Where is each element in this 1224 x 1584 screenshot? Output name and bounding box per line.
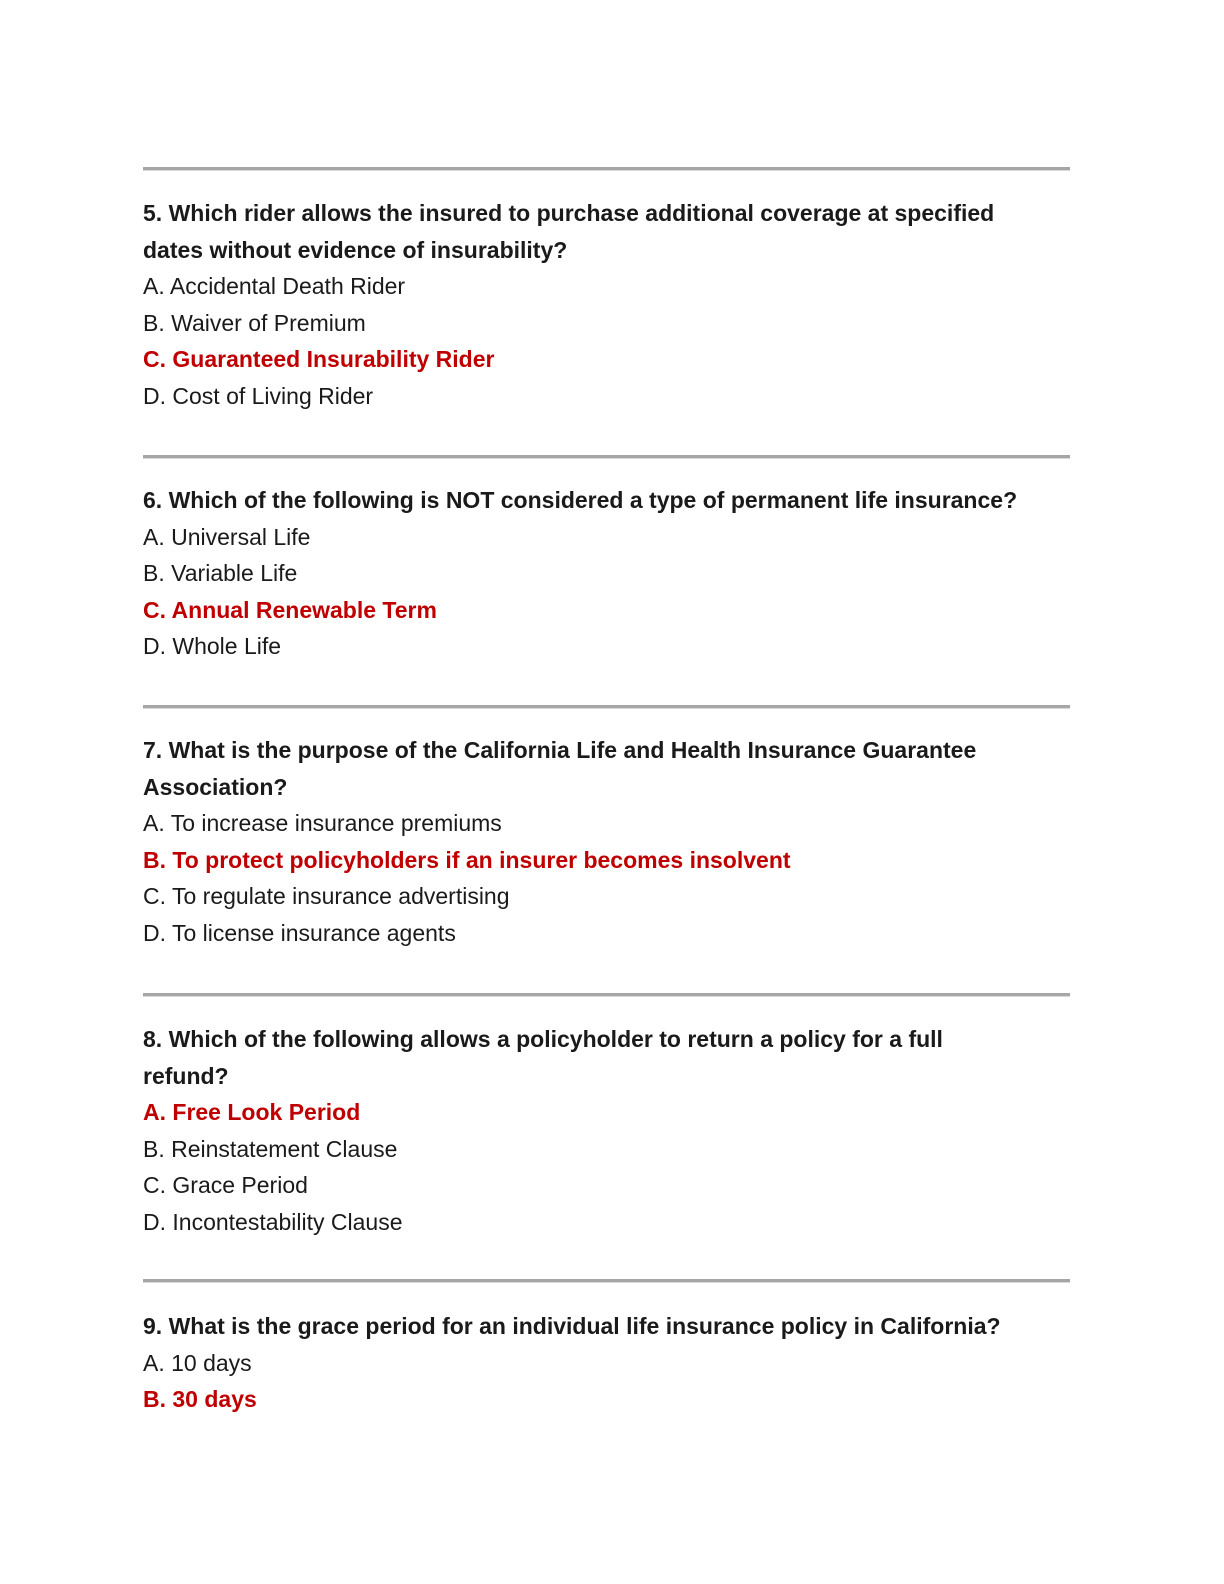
question-text: 6. Which of the following is NOT considered a type of permanent life insurance? <box>143 487 1018 513</box>
answer-option: B. Waiver of Premium <box>143 309 366 336</box>
divider <box>143 455 1070 458</box>
answer-option: C. To regulate insurance advertising <box>143 883 510 909</box>
answer-option: A. Universal Life <box>143 523 311 550</box>
divider <box>143 167 1070 170</box>
question-block-5 <box>143 195 1053 414</box>
answer-option: A. Accidental Death Rider <box>143 273 406 299</box>
answer-option: B. Reinstatement Clause <box>143 1135 398 1162</box>
answer-option: A. To increase insurance premiums <box>143 810 502 836</box>
correct-answer-option: B. To protect policyholders if an insurer becomes insolvent <box>143 846 791 873</box>
answer-option: D. To license insurance agents <box>143 919 456 946</box>
answer-option: B. Variable Life <box>143 560 298 586</box>
question-block-6 <box>143 482 1083 665</box>
answer-option: A. 10 days <box>143 1349 252 1376</box>
answer-option: D. Cost of Living Rider <box>143 382 374 409</box>
divider <box>143 705 1070 708</box>
divider <box>143 993 1070 996</box>
answer-option: D. Whole Life <box>143 633 282 659</box>
question-text: 8. Which of the following allows a policyholder to return a policy for a full refund? <box>143 1026 943 1089</box>
question-text: 9. What is the grace period for an individual life insurance policy in California? <box>143 1313 1001 1339</box>
correct-answer-option: C. Guaranteed Insurability Rider <box>143 346 495 372</box>
question-text: 5. Which rider allows the insured to purchase additional coverage at specified dates without evidence of insurability? <box>143 200 995 263</box>
correct-answer-option: B. 30 days <box>143 1386 257 1412</box>
divider <box>143 1279 1070 1282</box>
answer-option: D. Incontestability Clause <box>143 1208 403 1235</box>
answer-option: C. Grace Period <box>143 1172 308 1198</box>
correct-answer-option: A. Free Look Period <box>143 1099 361 1125</box>
question-block-8 <box>143 1021 1023 1240</box>
correct-answer-option: C. Annual Renewable Term <box>143 596 437 623</box>
question-text: 7. What is the purpose of the California Life and Health Insurance Guarantee Association? <box>143 737 977 800</box>
question-block-9 <box>143 1308 1083 1418</box>
question-block-7 <box>143 732 1043 951</box>
